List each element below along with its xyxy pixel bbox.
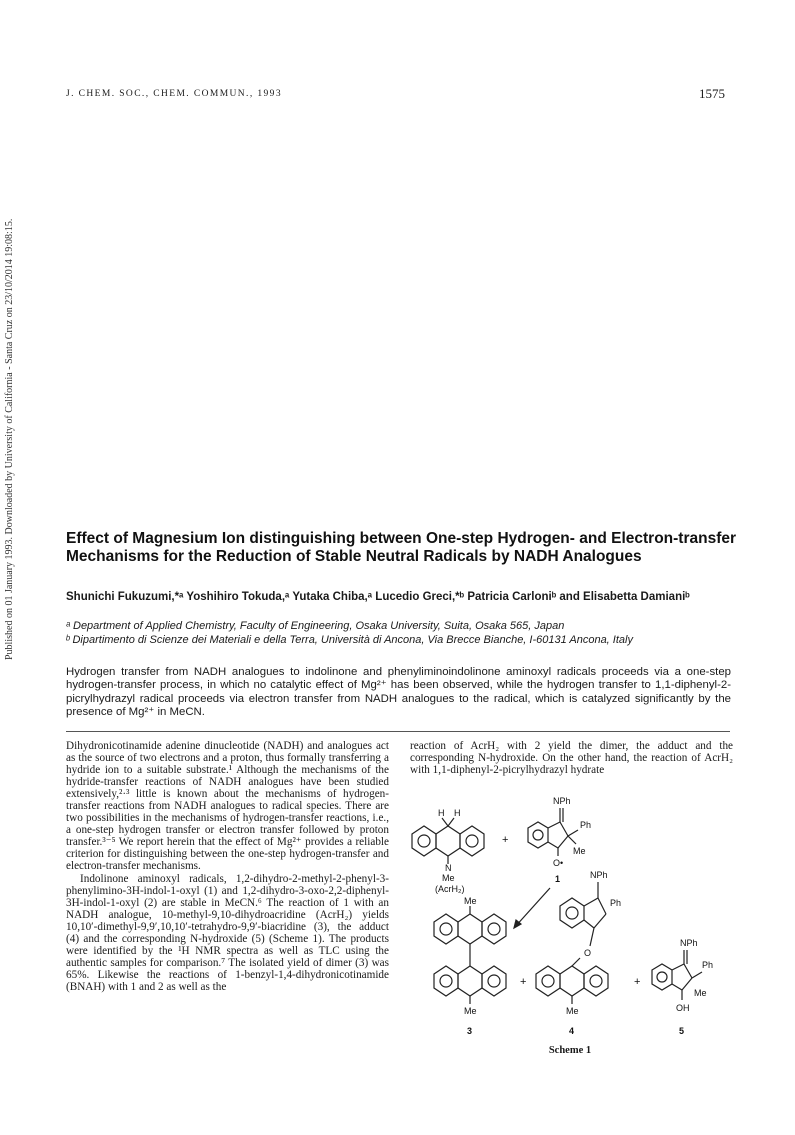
body-paragraph-1: Dihydronicotinamide adenine dinucleotide (NADH) and analogues act as the source of two electrons and a proton, thus formally transferring a hydride ion to a suitable substrate.¹ Although the mechanisms of the hydride-transfer reactions of NADH analogues have been studied extensively,²·³ little is known about the mechanisms of hydrogen-transfer reactions from NADH analogues to radical species. There are two possibilities in the mechanisms of hydrogen-transfer reactions, i.e., a one-step hydrogen transfer or electron transfer followed by proton transfer.³⁻⁵ We report herein that the effect of Mg²⁺ provides a reliable criterion for distinguishing between the one-step hydrogen-transfer and electron-transfer mechanisms. <box>66 740 389 873</box>
page-number: 1575 <box>699 86 725 101</box>
scheme-label-me-3a: Me <box>464 896 477 906</box>
scheme-plus-1: + <box>502 834 509 846</box>
scheme-label-h-right: H <box>454 808 461 818</box>
scheme-label-nph-5: NPh <box>680 938 698 948</box>
scheme-label-ph-4: Ph <box>610 898 622 908</box>
acrh2-structure <box>412 818 484 864</box>
scheme-compound-4: 4 <box>569 1026 575 1036</box>
scheme-label-me-5: Me <box>694 988 707 998</box>
article-title: Effect of Magnesium Ion distinguishing between One-step Hydrogen- and Electron-transfer Mechanisms for the Reduction of Stable Neutral Radicals by NADH Analogues <box>66 530 737 565</box>
affiliation-b: ᵇ Dipartimento di Scienze dei Materiali e della Terra, Università di Ancona, Via Brecce Bianche, I-60131 Ancona, Italy <box>66 634 633 646</box>
scheme-label-oh: OH <box>676 1003 690 1013</box>
scheme-label-o-radical: O• <box>553 858 564 868</box>
scheme-plus-2: + <box>520 976 527 988</box>
scheme-caption: Scheme 1 <box>548 1045 592 1056</box>
download-watermark: Published on 01 January 1993. Downloaded by University of California - Santa Cruz on 23/10/2014 19:08:15. <box>4 218 15 660</box>
body-paragraph-right-1: reaction of AcrH₂ with 2 yield the dimer, the adduct and the corresponding N-hydroxide. On the other hand, the reaction of AcrH₂ with 1,1-diphenyl-2-picrylhydrazyl hydrate <box>410 740 733 777</box>
scheme-label-h-left: H <box>438 808 445 818</box>
abstract: Hydrogen transfer from NADH analogues to indolinone and phenyliminoindolinone aminoxyl radicals proceeds via a one-step hydrogen-transfer process, in which no catalytic effect of Mg²⁺ has been observed, while the hydrogen transfer to 1,1-diphenyl-2-picrylhydrazyl radical proceeds via electron transfer from NADH analogues to the radical, which is catalyzed significantly by the presence of Mg²⁺ in MeCN. <box>66 666 731 719</box>
scheme-label-ph-5: Ph <box>702 960 714 970</box>
scheme-1-figure <box>410 770 730 1060</box>
scheme-label-me-4: Me <box>566 1006 579 1016</box>
scheme-label-o-4: O <box>584 948 592 958</box>
scheme-label-nph-1: NPh <box>553 796 571 806</box>
scheme-label-n: N <box>445 863 452 873</box>
compound-4-structure <box>536 882 608 1004</box>
compound-3-structure <box>434 906 506 1004</box>
scheme-compound-1: 1 <box>555 874 561 884</box>
scheme-plus-3: + <box>634 976 641 988</box>
affiliation-a: ᵃ Department of Applied Chemistry, Faculty of Engineering, Osaka University, Suita, Osaka 565, Japan <box>66 620 565 632</box>
section-divider <box>66 731 730 732</box>
scheme-label-acrh2: (AcrH₂) <box>435 884 465 894</box>
body-paragraph-2: Indolinone aminoxyl radicals, 1,2-dihydro-2-methyl-2-phenyl-3-phenylimino-3H-indol-1-oxyl (1) and 1,2-dihydro-3-oxo-2,2-diphenyl-3H-indol-1-oxyl (2) are stable in MeCN.⁶ The reaction of 1 with an NADH analogue, 10-methyl-9,10-dihydroacridine (AcrH₂) yields 10,10′-dimethyl-9,9′,10,10′-tetrahydro-9,9′-biacridine (3), the adduct (4) and the corresponding N-hydroxide (5) (Scheme 1). The products were identified by the ¹H NMR spectra as well as TLC using the authentic samples for comparison.⁷ The isolated yield of dimer (3) was 65%. Likewise the reactions of 1-benzyl-1,4-dihydronicotinamide (BNAH) with 1 and 2 as well as the <box>66 872 389 993</box>
scheme-compound-5: 5 <box>679 1026 685 1036</box>
compound-1-structure <box>528 808 578 856</box>
scheme-compound-3: 3 <box>467 1026 473 1036</box>
scheme-label-nph-4: NPh <box>590 870 608 880</box>
scheme-label-me-3b: Me <box>464 1006 477 1016</box>
article-authors: Shunichi Fukuzumi,*ᵃ Yoshihiro Tokuda,ᵃ Yutaka Chiba,ᵃ Lucedio Greci,*ᵇ Patricia Carloniᵇ and Elisabetta Damianiᵇ <box>66 591 690 603</box>
running-head: J. CHEM. SOC., CHEM. COMMUN., 1993 <box>66 89 282 99</box>
scheme-label-ph-1: Ph <box>580 820 592 830</box>
body-left-column <box>66 740 389 993</box>
scheme-label-me: Me <box>442 873 455 883</box>
scheme-label-me-1: Me <box>573 846 586 856</box>
reaction-scheme-svg <box>410 770 730 1050</box>
